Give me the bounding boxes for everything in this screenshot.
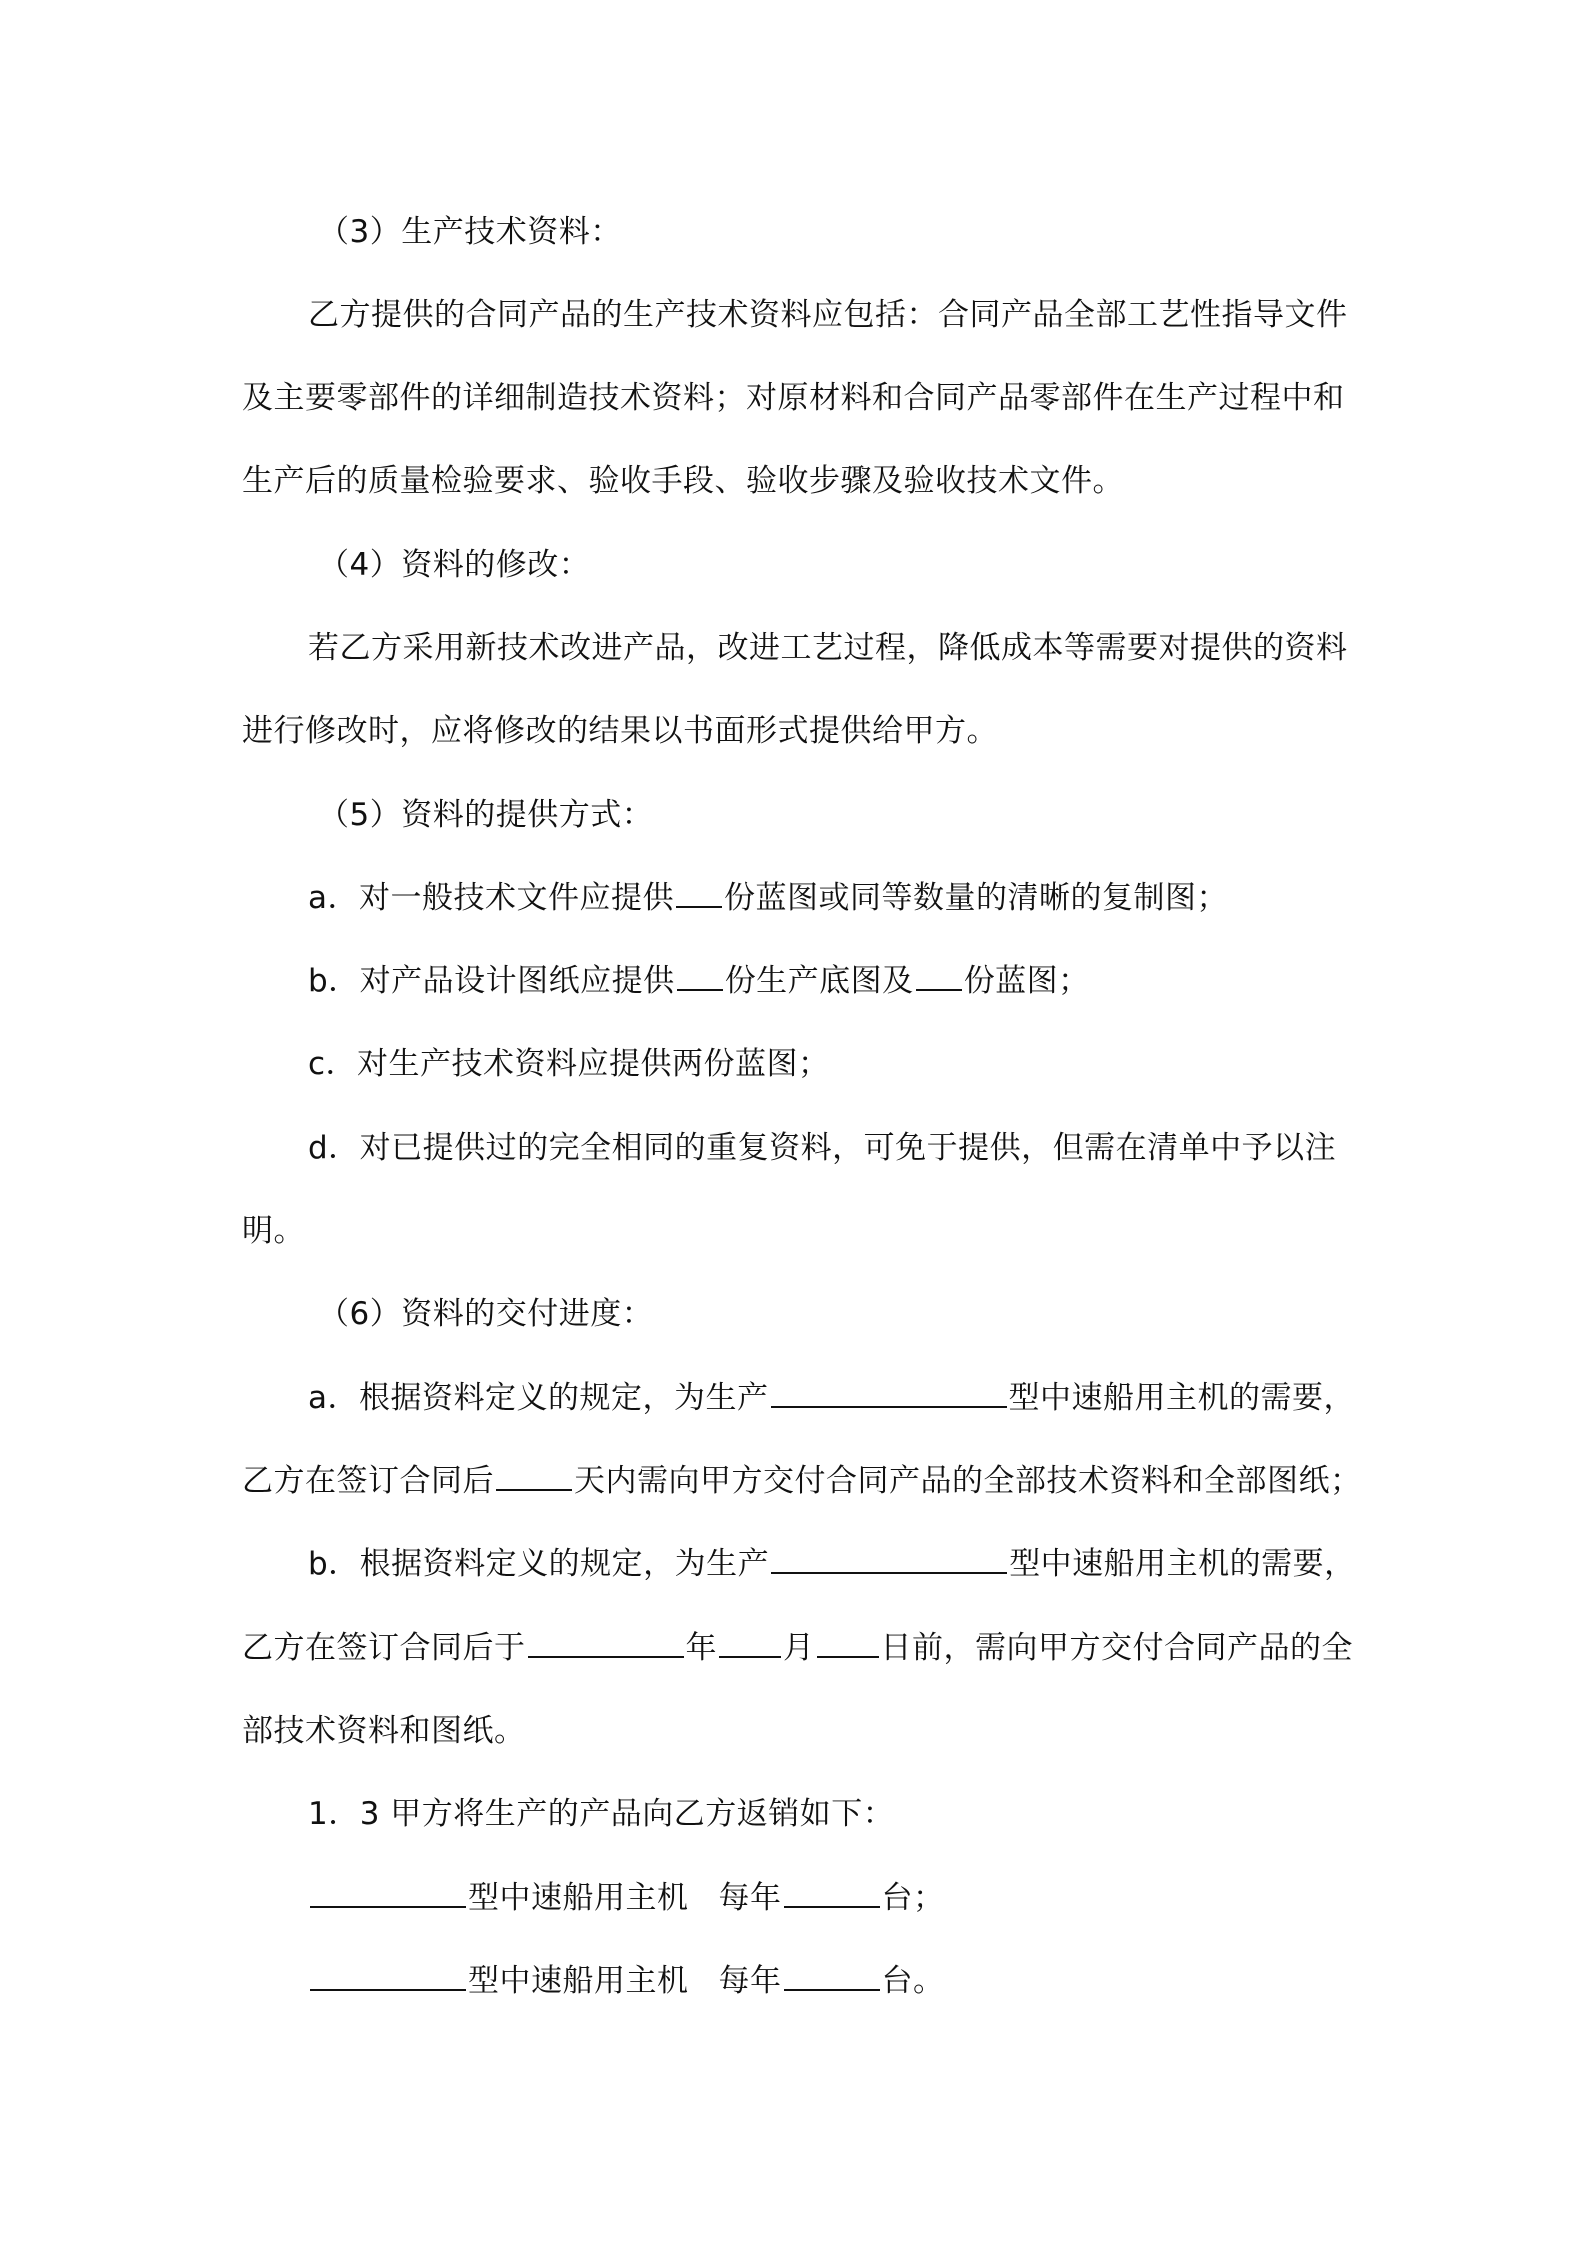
item4-body-line-2: 进行修改时，应将修改的结果以书面形式提供给甲方。 — [242, 713, 998, 749]
year-label: 年 — [685, 1630, 717, 1666]
days-blank[interactable] — [496, 1461, 572, 1491]
item3-body-line-1: 乙方提供的合同产品的生产技术资料应包括：合同产品全部工艺性指导文件 — [308, 297, 1348, 333]
item6-a-text-1: a．根据资料定义的规定，为生产 — [308, 1380, 769, 1416]
item6-b-text-2: 型中速船用主机的需要， — [1009, 1546, 1356, 1582]
day-blank[interactable] — [817, 1628, 879, 1658]
item6-a-text-3: 乙方在签订合同后 — [242, 1463, 494, 1499]
month-label: 月 — [783, 1630, 815, 1666]
units-blank-1[interactable] — [784, 1878, 880, 1908]
buyback-model-blank-2[interactable] — [310, 1961, 466, 1991]
buyback-model-blank-1[interactable] — [310, 1878, 466, 1908]
item3-body-line-2: 及主要零部件的详细制造技术资料；对原材料和合同产品零部件在生产过程中和 — [242, 380, 1345, 416]
base-drawing-copies-blank[interactable] — [677, 961, 723, 991]
item5-a-text-2: 份蓝图或同等数量的清晰的复制图； — [724, 880, 1228, 916]
engine-model-blank-2[interactable] — [771, 1544, 1007, 1574]
unit-label-1: 台； — [881, 1880, 945, 1916]
item6-b-text-3: 乙方在签订合同后于 — [242, 1630, 526, 1666]
item6-b-line-1 — [308, 1544, 1356, 1584]
section-1-3-heading: 1．3 甲方将生产的产品向乙方返销如下： — [308, 1796, 895, 1832]
item4-body-line-1: 若乙方采用新技术改进产品，改进工艺过程，降低成本等需要对提供的资料 — [308, 630, 1348, 666]
year-blank[interactable] — [528, 1628, 684, 1658]
item5-c-line: c．对生产技术资料应提供两份蓝图； — [308, 1046, 830, 1082]
item3-body-line-3: 生产后的质量检验要求、验收手段、验收步骤及验收技术文件。 — [242, 463, 1124, 499]
item6-a-line-2 — [242, 1461, 1362, 1501]
month-blank[interactable] — [719, 1628, 781, 1658]
item5-b-text-3: 份蓝图； — [963, 963, 1090, 999]
item5-a-text-1: a．对一般技术文件应提供 — [308, 880, 674, 916]
item6-a-line-1 — [308, 1378, 1355, 1418]
units-blank-2[interactable] — [784, 1961, 880, 1991]
item4-heading: （4）资料的修改： — [318, 547, 591, 583]
item6-b-line-3: 部技术资料和图纸。 — [242, 1713, 526, 1749]
item5-d-line-1: d．对已提供过的完全相同的重复资料，可免于提供，但需在清单中予以注 — [308, 1130, 1337, 1166]
item5-b-line — [308, 961, 1090, 1001]
buyback-row-1 — [308, 1878, 945, 1918]
blueprint-copies-blank[interactable] — [916, 961, 962, 991]
item6-a-text-2: 型中速船用主机的需要， — [1008, 1380, 1355, 1416]
item5-d-line-2: 明。 — [242, 1213, 305, 1249]
per-year-label-1: 每年 — [718, 1880, 782, 1916]
item5-heading: （5）资料的提供方式： — [318, 797, 654, 833]
engine-model-blank[interactable] — [771, 1378, 1007, 1408]
item6-a-text-4: 天内需向甲方交付合同产品的全部技术资料和全部图纸； — [574, 1463, 1362, 1499]
item6-b-text-4: 日前，需向甲方交付合同产品的全 — [880, 1630, 1353, 1666]
item5-b-text-1: b．对产品设计图纸应提供 — [308, 963, 675, 999]
item3-heading: （3）生产技术资料： — [318, 214, 622, 250]
item5-b-text-2: 份生产底图及 — [724, 963, 914, 999]
unit-label-2: 台。 — [881, 1963, 945, 1999]
copies-blank[interactable] — [676, 878, 722, 908]
item6-b-line-2 — [242, 1628, 1353, 1668]
item6-b-text-1: b．根据资料定义的规定，为生产 — [308, 1546, 770, 1582]
item5-a-line — [308, 878, 1228, 918]
buyback-model-label-1: 型中速船用主机 — [468, 1880, 689, 1916]
buyback-model-label-2: 型中速船用主机 — [468, 1963, 689, 1999]
buyback-row-2 — [308, 1961, 945, 2001]
per-year-label-2: 每年 — [718, 1963, 782, 1999]
item6-heading: （6）资料的交付进度： — [318, 1296, 654, 1332]
